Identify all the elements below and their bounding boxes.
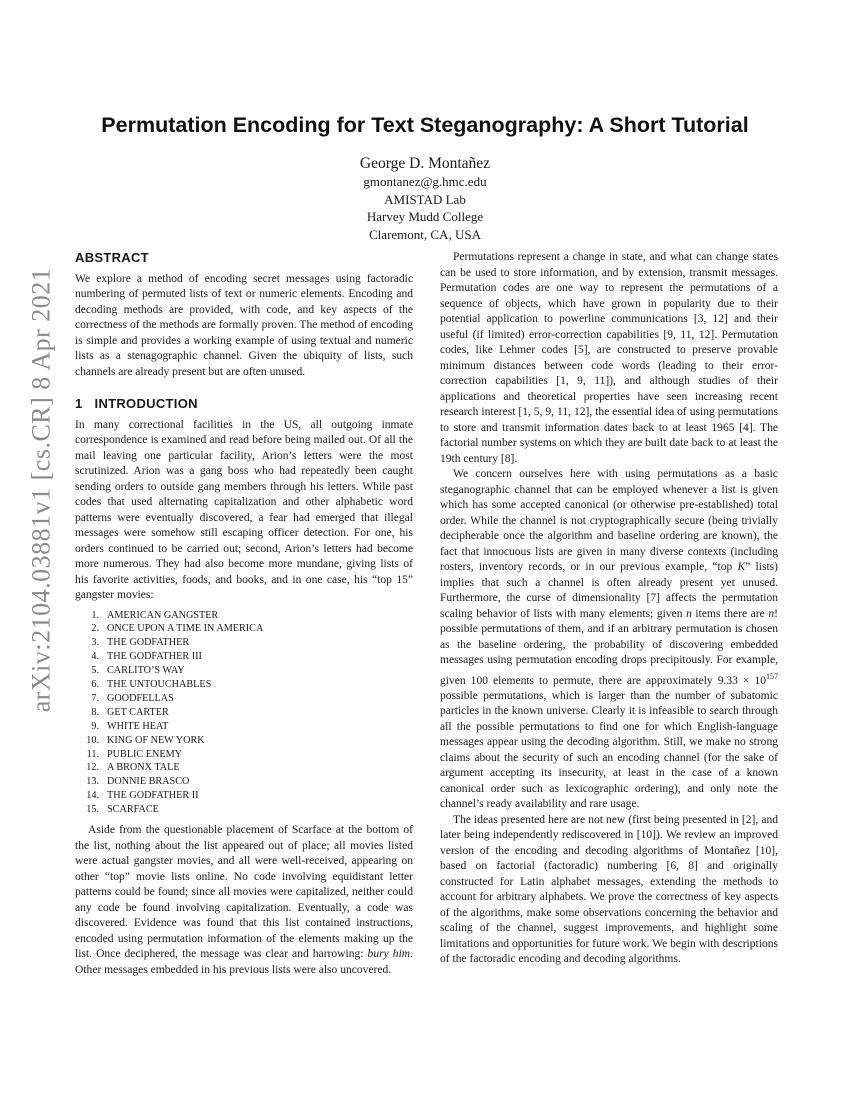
author-block [0,155,850,243]
abstract-heading: ABSTRACT [75,250,149,265]
movie-list [75,609,413,818]
list-item: 14. THE GODFATHER II [86,790,199,802]
list-item: 2. ONCE UPON A TIME IN AMERICA [91,623,264,635]
list-item: 5. CARLITO’S WAY [91,665,185,677]
list-item: 15. SCARFACE [86,804,159,816]
author-institution: Harvey Mudd College [366,209,484,224]
right-column [440,250,778,968]
emphasis-text: bury him [367,948,411,961]
intro-paragraph-1: In many correctional facilities in the US, all outgoing inmate correspondence is examined and read before being mailed out. Of all the mail leaving one particular facility, Arion’s letters were the most scrutinized. Arion was a gang boss who had repeatedly been caught sending orders to outside gang members through his letters. While past codes that used alternating capitalization and other alphabetic word patterns were eventually discovered, a fear had emerged that illegal messages were somehow still escaping officer detection. For one, his orders continued to be carried out; second, Arion’s letters had become more numerous. They had also become more mundane, giving lists of his favorite activities, foods, and books, and in one case, his “top 15” gangster movies: [75,418,413,601]
list-item: 7. GOODFELLAS [91,692,174,704]
right-paragraph-3: The ideas presented here are not new (first being presented in [2], and later being independently rediscovered in [10]). We review an improved version of the encoding and decoding algorithms of Montañez [10], based on factorial (factoradic) numbering [6, 8] and originally constructed for Latin alphabet messages, extending the methods to account for arbitrary alphabets. We prove the correctness of key aspects of the algorithms, make some observations concerning the behavior and scaling of the channel, suggest improvements, and highlight some limitations and opportunities for future work. We begin with descriptions of the factoradic encoding and decoding algorithms. [440,813,778,966]
list-item: 12. A BRONX TALE [86,762,180,774]
left-column [75,250,413,978]
intro-paragraph-2: Aside from the questionable placement of Scarface at the bottom of the list, nothing about the list appeared out of place; all movies listed were actual gangster movies, and all were well-received, appearing on other “top” movie lists online. No code involving equidistant letter patterns could be found; since all movies were capitalized, neither could any code be found involving capitalization. Eventually, a code was discovered. Evidence was found that this list contained instructions, encoded using permutation information of the elements making up the list. Once deciphered, the message was clear and harrowing: bury him. Other messages embedded in his previous lists were also uncovered. [75,824,414,976]
list-item: 9. WHITE HEAT [91,720,169,732]
list-item: 1. AMERICAN GANGSTER [91,609,219,621]
list-item: 13. DONNIE BRASCO [86,776,190,788]
section-title: INTRODUCTION [94,396,198,411]
arxiv-stamp-text: arXiv:2104.03881v1 [cs.CR] 8 Apr 2021 [26,267,55,713]
author-location: Claremont, CA, USA [369,226,481,242]
arxiv-identifier-stamp [22,267,60,713]
list-item: 3. THE GODFATHER [91,637,190,649]
author-name: George D. Montañez [359,155,491,172]
paper-title: Permutation Encoding for Text Steganography: A Short Tutorial [101,113,749,137]
author-lab: AMISTAD Lab [384,191,466,207]
author-email: gmontanez@g.hmc.edu [363,174,487,189]
right-paragraph-1: Permutations represent a change in state, and what can change states can be used to store information, and by extension, transmit messages. Permutation codes are one way to represent the permutations of a sequence of objects, which have grown in popularity due to their potential application to powerline communications [3, 12] and their useful (if limited) error-correction capabilities [9, 11, 12]. Permutation codes, like Lehmer codes [5], are constructed to preserve provable minimum distances between code words (leading to their error-correction capabilities [1, 9, 11]), and although studies of their applications and theoretical properties have seen increasing recent research interest [1, 5, 9, 11, 12], the essential idea of using permutations to store and transmit information dates back to at least 1965 [4]. The factorial number systems on which they are built date back to at least the 19th century [8]. [440,251,778,465]
introduction-heading [75,396,413,412]
section-number: 1 [75,396,83,411]
abstract-text: We explore a method of encoding secret messages using factoradic numbering of permuted lists of text or numeric elements. Encoding and decoding methods are provided, with code, and key aspects of the correctness of the methods are formally proven. The method of encoding is simple and provides a working example of using textual and numeric lists as a stenagographic channel. Given the ubiquity of lists, such channels are already present but are often unused. [75,272,413,378]
list-item: 4. THE GODFATHER III [91,651,202,663]
list-item: 8. GET CARTER [91,706,169,718]
list-item: 11. PUBLIC ENEMY [86,748,182,760]
list-item: 6. THE UNTOUCHABLES [91,679,212,691]
list-item: 10. KING OF NEW YORK [86,734,205,746]
right-paragraph-2: We concern ourselves here with using permutations as a basic steganographic channel that can be employed whenever a list is given which has some accepted canonical (or otherwise pre-established) total order. While the channel is not cryptographically secure (being trivially decipherable once the algorithm and baseline ordering are known), the fact that innocuous lists are given in many diverse contexts (including rosters, inventory records, or in our previous example, “top K” lists) implies that such a channel is often already present yet unused. Furthermore, the curse of dimensionality [7] affects the permutation scaling behavior of lists with many elements; given n items there are n! possible permutations of them, and if an arbitrary permutation is chosen as the baseline ordering, the probability of discovering embedded messages using permutation encoding drops precipitously. For example, given 100 elements to permute, there are approximately $9.33 \times 10^{157}$ possible permutations, which is larger than the number of subatomic particles in the known universe. Clearly it is infeasible to search through all the possible permutations to find one for which English-language messages appear using the decoding algorithm. Still, we make no strong claims about the security of such an encoding channel (for the sake of argument accepting its insecurity, at least in the case of a known canonical order such as lexicographic ordering), and only note the channel’s ready availability and rare usage. [440,468,778,811]
